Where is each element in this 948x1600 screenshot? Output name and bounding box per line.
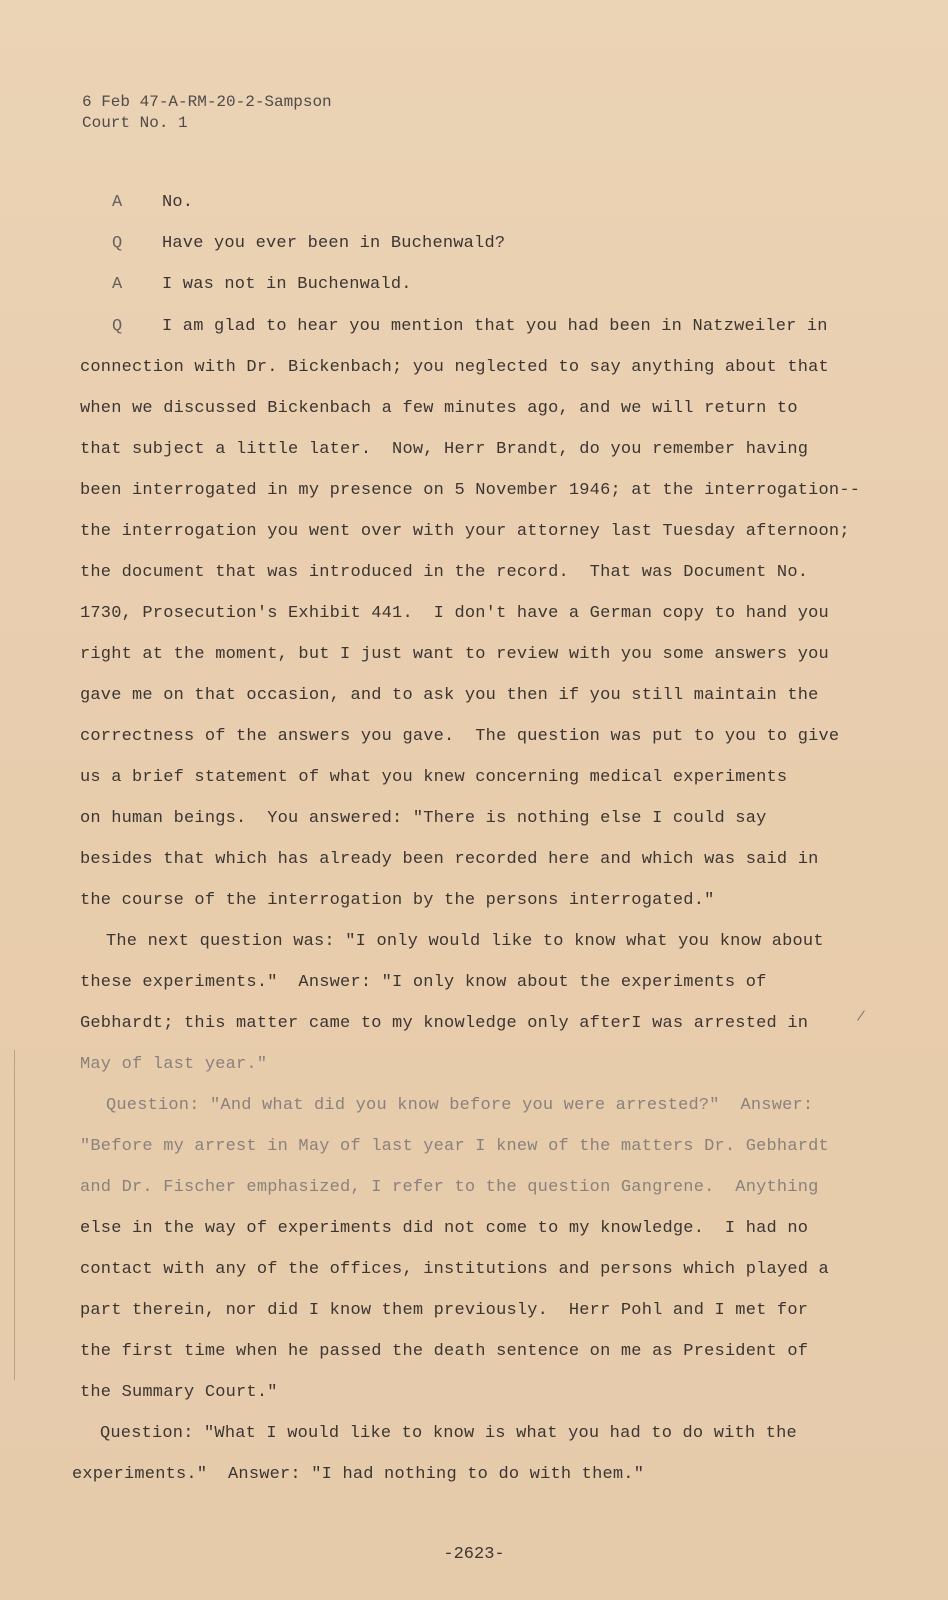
body-line: contact with any of the offices, institutions and persons which played a [80, 1260, 829, 1279]
body-line: been interrogated in my presence on 5 November 1946; at the interrogation-- [80, 481, 861, 500]
body-line: part therein, nor did I know them previously. Herr Pohl and I met for [80, 1301, 809, 1320]
body-line: these experiments." Answer: "I only know about the experiments of [80, 973, 767, 992]
body-line: experiments." Answer: "I had nothing to do with them." [72, 1465, 645, 1484]
body-line: gave me on that occasion, and to ask you then if you still maintain the [80, 686, 819, 705]
body-line: I am glad to hear you mention that you had been in Natzweiler in [162, 317, 828, 336]
document-header [82, 92, 332, 134]
body-line: "Before my arrest in May of last year I knew of the matters Dr. Gebhardt [80, 1137, 829, 1156]
qa-text: No. [162, 193, 194, 212]
header-reference: 6 Feb 47-A-RM-20-2-Sampson [82, 93, 332, 111]
pencil-tick [857, 1010, 865, 1020]
qa-marker: A [112, 193, 123, 212]
body-line: the Summary Court." [80, 1383, 278, 1402]
body-line: 1730, Prosecution's Exhibit 441. I don't have a German copy to hand you [80, 604, 829, 623]
body-line: Question: "And what did you know before you were arrested?" Answer: [106, 1096, 814, 1115]
body-line: connection with Dr. Bickenbach; you neglected to say anything about that [80, 358, 829, 377]
body-line: correctness of the answers you gave. The question was put to you to give [80, 727, 840, 746]
body-line: else in the way of experiments did not come to my knowledge. I had no [80, 1219, 809, 1238]
qa-text: Have you ever been in Buchenwald? [162, 234, 506, 253]
qa-text: I was not in Buchenwald. [162, 275, 412, 294]
body-line: the course of the interrogation by the persons interrogated." [80, 891, 715, 910]
margin-line [14, 1050, 15, 1380]
body-line: Gebhardt; this matter came to my knowledge only afterI was arrested in [80, 1014, 809, 1033]
body-line: that subject a little later. Now, Herr Brandt, do you remember having [80, 440, 809, 459]
body-line: right at the moment, but I just want to review with you some answers you [80, 645, 829, 664]
qa-marker: A [112, 275, 123, 294]
body-line: the first time when he passed the death sentence on me as President of [80, 1342, 809, 1361]
qa-marker: Q [112, 234, 123, 253]
page-number: -2623- [443, 1545, 505, 1564]
body-line: the document that was introduced in the record. That was Document No. [80, 563, 809, 582]
qa-marker: Q [112, 317, 123, 336]
body-line: on human beings. You answered: "There is nothing else I could say [80, 809, 767, 828]
body-line: us a brief statement of what you knew concerning medical experiments [80, 768, 788, 787]
body-line: May of last year." [80, 1055, 268, 1074]
body-line: the interrogation you went over with your attorney last Tuesday afternoon; [80, 522, 850, 541]
header-court: Court No. 1 [82, 114, 188, 132]
body-line: Question: "What I would like to know is what you had to do with the [100, 1424, 797, 1443]
body-line: when we discussed Bickenbach a few minutes ago, and we will return to [80, 399, 798, 418]
body-line: The next question was: "I only would like to know what you know about [106, 932, 824, 951]
body-line: and Dr. Fischer emphasized, I refer to the question Gangrene. Anything [80, 1178, 819, 1197]
body-line: besides that which has already been recorded here and which was said in [80, 850, 819, 869]
